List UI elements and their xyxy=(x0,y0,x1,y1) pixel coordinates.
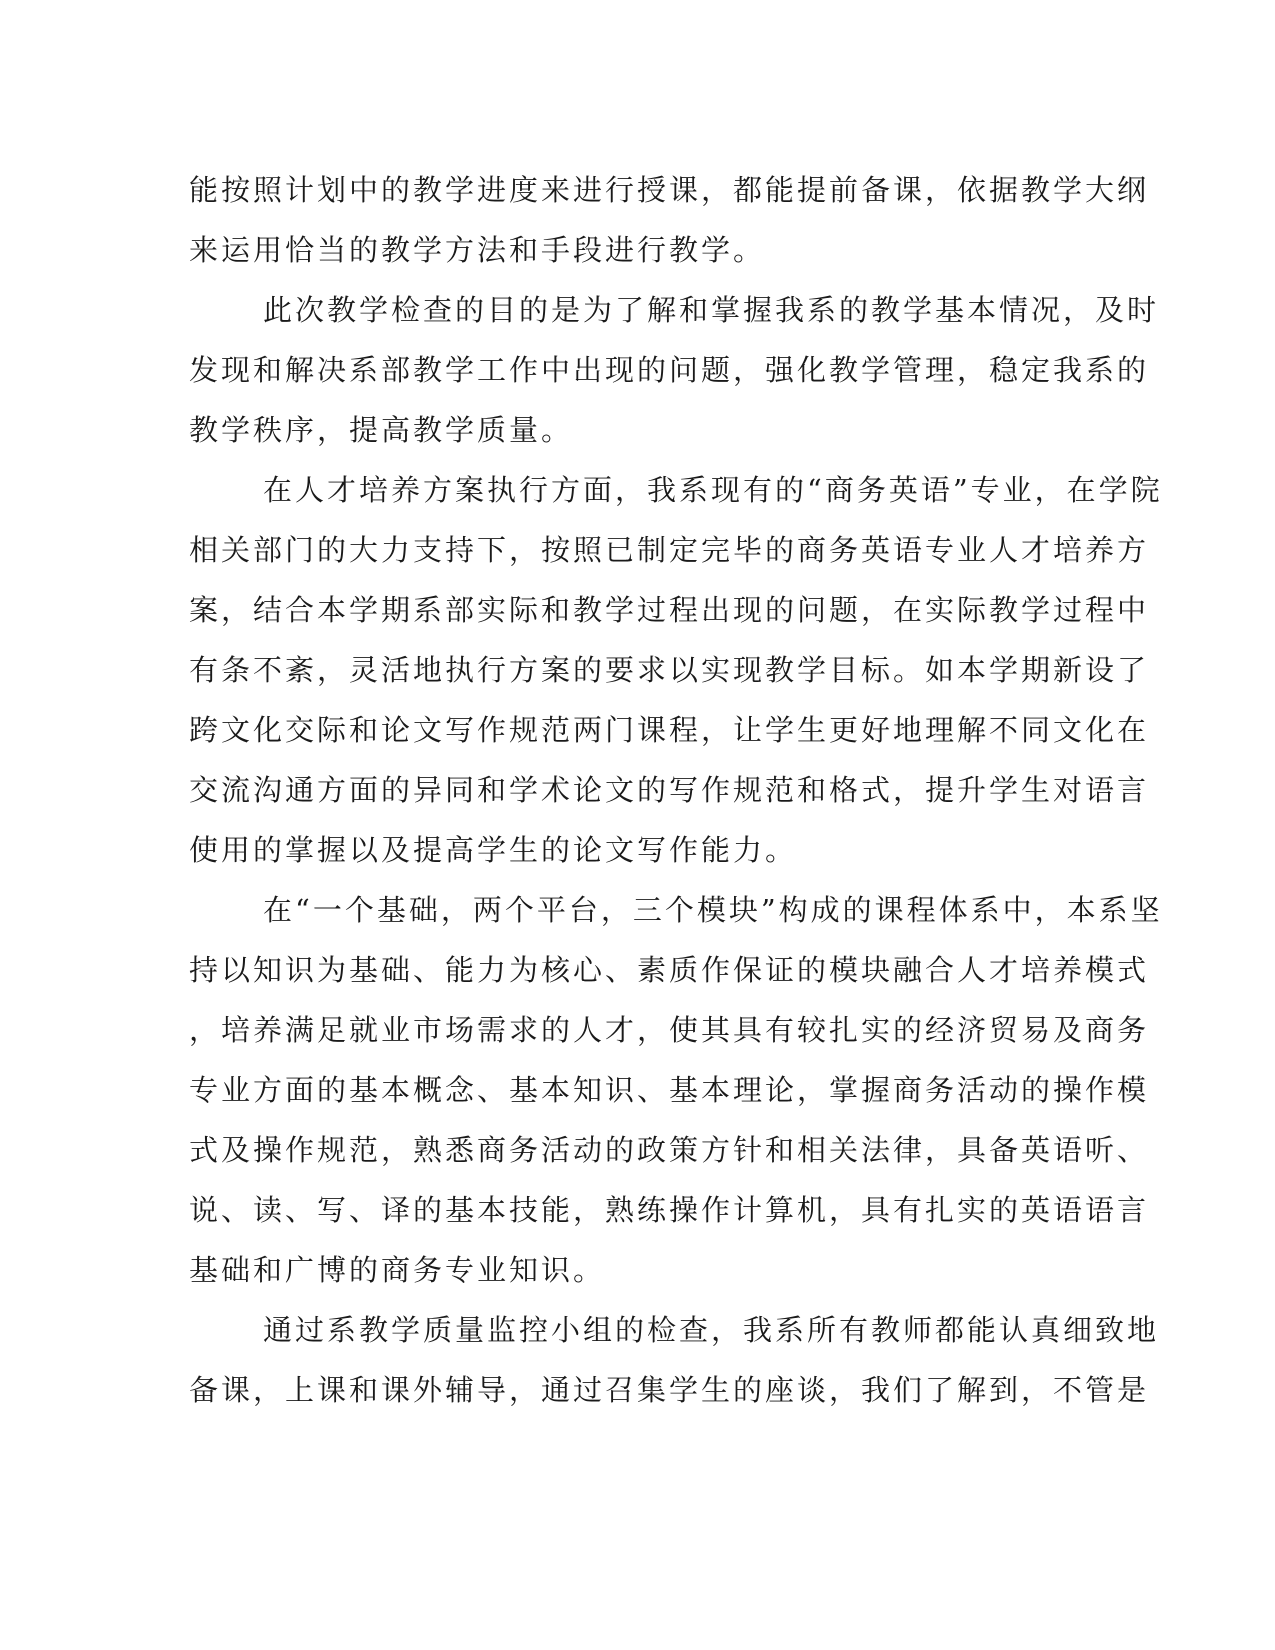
text-line: 式及操作规范，熟悉商务活动的政策方针和相关法律，具备英语听、 xyxy=(189,1133,1150,1167)
paragraph-training-plan xyxy=(189,460,1163,880)
text-line: 持以知识为基础、能力为核心、素质作保证的模块融合人才培养模式 xyxy=(189,953,1150,987)
text-line: 此次教学检查的目的是为了解和掌握我系的教学基本情况，及时 xyxy=(263,293,1160,327)
text-line: 相关部门的大力支持下，按照已制定完毕的商务英语专业人才培养方 xyxy=(189,533,1150,567)
paragraph-continuation xyxy=(189,160,1150,280)
text-line: 通过系教学质量监控小组的检查，我系所有教师都能认真细致地 xyxy=(263,1313,1160,1347)
text-line: 案，结合本学期系部实际和教学过程出现的问题，在实际教学过程中 xyxy=(189,593,1150,627)
text-line: 说、读、写、译的基本技能，熟练操作计算机，具有扎实的英语语言 xyxy=(189,1193,1150,1227)
text-line: 发现和解决系部教学工作中出现的问题，强化教学管理，稳定我系的 xyxy=(189,353,1150,387)
paragraph-inspection-purpose xyxy=(189,280,1160,460)
text-line: 备课，上课和课外辅导，通过召集学生的座谈，我们了解到，不管是 xyxy=(189,1373,1150,1407)
text-line: 在“一个基础，两个平台，三个模块”构成的课程体系中，本系坚 xyxy=(263,893,1163,927)
text-line: 在人才培养方案执行方面，我系现有的“商务英语”专业，在学院 xyxy=(263,473,1163,507)
text-line: 来运用恰当的教学方法和手段进行教学。 xyxy=(189,233,766,267)
text-line: 基础和广博的商务专业知识。 xyxy=(189,1253,606,1287)
paragraph-curriculum-system xyxy=(189,880,1163,1300)
document-body xyxy=(189,160,1163,1420)
text-line: 跨文化交际和论文写作规范两门课程，让学生更好地理解不同文化在 xyxy=(189,713,1150,747)
text-line: 使用的掌握以及提高学生的论文写作能力。 xyxy=(189,833,798,867)
text-line: ，培养满足就业市场需求的人才，使其具有较扎实的经济贸易及商务 xyxy=(189,1013,1150,1047)
paragraph-quality-monitoring xyxy=(189,1300,1160,1420)
text-line: 能按照计划中的教学进度来进行授课，都能提前备课，依据教学大纲 xyxy=(189,173,1150,207)
text-line: 专业方面的基本概念、基本知识、基本理论，掌握商务活动的操作模 xyxy=(189,1073,1150,1107)
text-line: 交流沟通方面的异同和学术论文的写作规范和格式，提升学生对语言 xyxy=(189,773,1150,807)
text-line: 教学秩序，提高教学质量。 xyxy=(189,413,574,447)
text-line: 有条不紊，灵活地执行方案的要求以实现教学目标。如本学期新设了 xyxy=(189,653,1150,687)
